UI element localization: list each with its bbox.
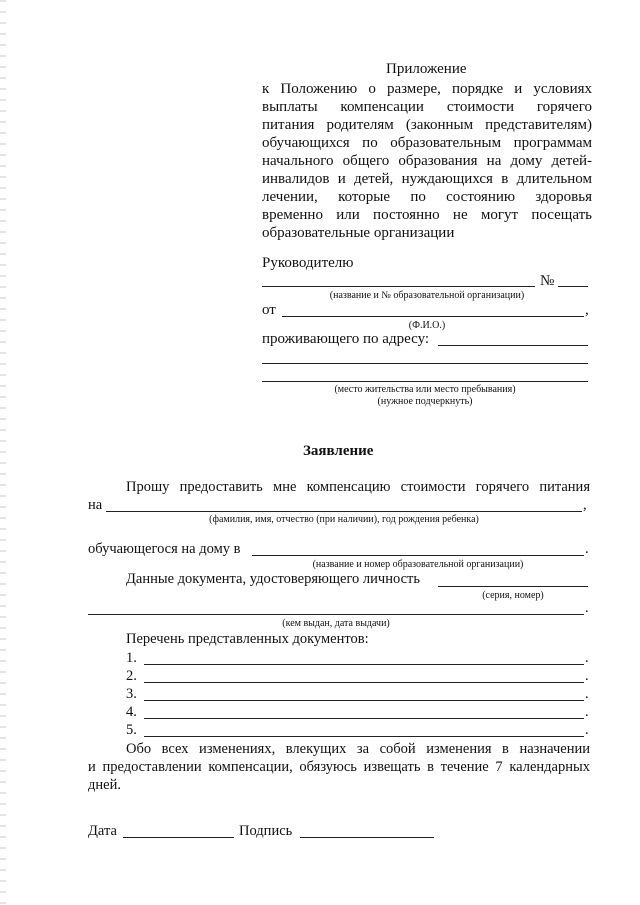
doc-item-field[interactable] <box>144 700 584 701</box>
issued-caption: (кем выдан, дата выдачи) <box>282 618 390 629</box>
child-info-field[interactable] <box>106 511 582 512</box>
address-field-3[interactable] <box>262 381 588 382</box>
scan-edge-marks <box>0 0 6 905</box>
appendix-line: питания родителям (законным представителям) <box>262 117 592 133</box>
request-line: Прошу предоставить мне компенсацию стоимости горячего питания <box>126 479 590 495</box>
id-issued-field[interactable] <box>88 614 584 615</box>
series-caption: (серия, номер) <box>482 590 544 601</box>
doc-item-field[interactable] <box>144 736 584 737</box>
statement-title: Заявление <box>303 443 374 459</box>
doc-item-period: . <box>585 722 589 738</box>
doc-item-period: . <box>585 686 589 702</box>
org-name-field[interactable] <box>262 286 535 287</box>
appendix-line: выплаты компенсации стоимости горячего <box>262 99 592 115</box>
residing-label: проживающего по адресу: <box>262 331 430 347</box>
addressee-to: Руководителю <box>262 255 354 271</box>
child-comma: , <box>583 497 587 513</box>
doc-item-period: . <box>585 668 589 684</box>
doc-item-number: 4. <box>126 704 137 720</box>
doc-item-field[interactable] <box>144 682 584 683</box>
fio-caption: (Ф.И.О.) <box>408 320 446 331</box>
doc-item-number: 5. <box>126 722 137 738</box>
from-comma: , <box>585 302 589 318</box>
underline-caption: (нужное подчеркнуть) <box>377 396 473 407</box>
from-label: от <box>262 302 276 318</box>
school-period: . <box>585 541 589 557</box>
signature-label: Подпись <box>239 823 293 839</box>
appendix-line: начального общего образования на дому детей- <box>262 153 592 169</box>
obligation-line-1: Обо всех изменениях, влекущих за собой изменения в назначении <box>126 741 590 757</box>
id-document-label: Данные документа, удостоверяющего личность <box>126 571 420 587</box>
doc-item-number: 1. <box>126 650 137 666</box>
doc-item-period: . <box>585 704 589 720</box>
org-number-field[interactable] <box>558 286 588 287</box>
signature-field[interactable] <box>300 837 434 838</box>
appendix-line: образовательные организации <box>262 225 455 241</box>
address-caption: (место жительства или место пребывания) <box>334 384 516 395</box>
appendix-line: обучающихся по образовательным программам <box>262 135 592 151</box>
appendix-line: лечении, которые по состоянию здоровья <box>262 189 592 205</box>
issued-period: . <box>585 600 589 616</box>
number-sign: № <box>540 273 555 289</box>
appendix-line: временно или постоянно не могут посещать <box>262 207 592 223</box>
school-caption: (название и номер образовательной организации) <box>312 559 524 570</box>
doc-item-number: 2. <box>126 668 137 684</box>
appendix-text <box>262 80 592 242</box>
appendix-line: к Положению о размере, порядке и условиях <box>262 81 592 97</box>
address-field-2[interactable] <box>262 363 588 364</box>
school-field[interactable] <box>252 555 584 556</box>
appendix-line: инвалидов и детей, нуждающихся в длительном <box>262 171 592 187</box>
obligation-line-2: и предоставлении компенсации, обязуюсь извещать в течение 7 календарных <box>88 759 590 775</box>
doc-item-number: 3. <box>126 686 137 702</box>
child-caption: (фамилия, имя, отчество (при наличии), год рождения ребенка) <box>209 514 479 525</box>
applicant-name-field[interactable] <box>282 316 584 317</box>
doc-list-title: Перечень представленных документов: <box>126 631 369 647</box>
org-caption: (название и № образовательной организации) <box>329 290 525 301</box>
id-series-field[interactable] <box>438 586 588 587</box>
date-field[interactable] <box>123 837 234 838</box>
address-field-1[interactable] <box>438 345 588 346</box>
on-label: на <box>88 497 103 513</box>
studying-label: обучающегося на дому в <box>88 541 241 557</box>
doc-item-field[interactable] <box>144 718 584 719</box>
date-label: Дата <box>88 823 117 839</box>
doc-item-period: . <box>585 650 589 666</box>
doc-item-field[interactable] <box>144 664 584 665</box>
obligation-line-3: дней. <box>88 777 121 793</box>
appendix-title: Приложение <box>386 61 467 77</box>
